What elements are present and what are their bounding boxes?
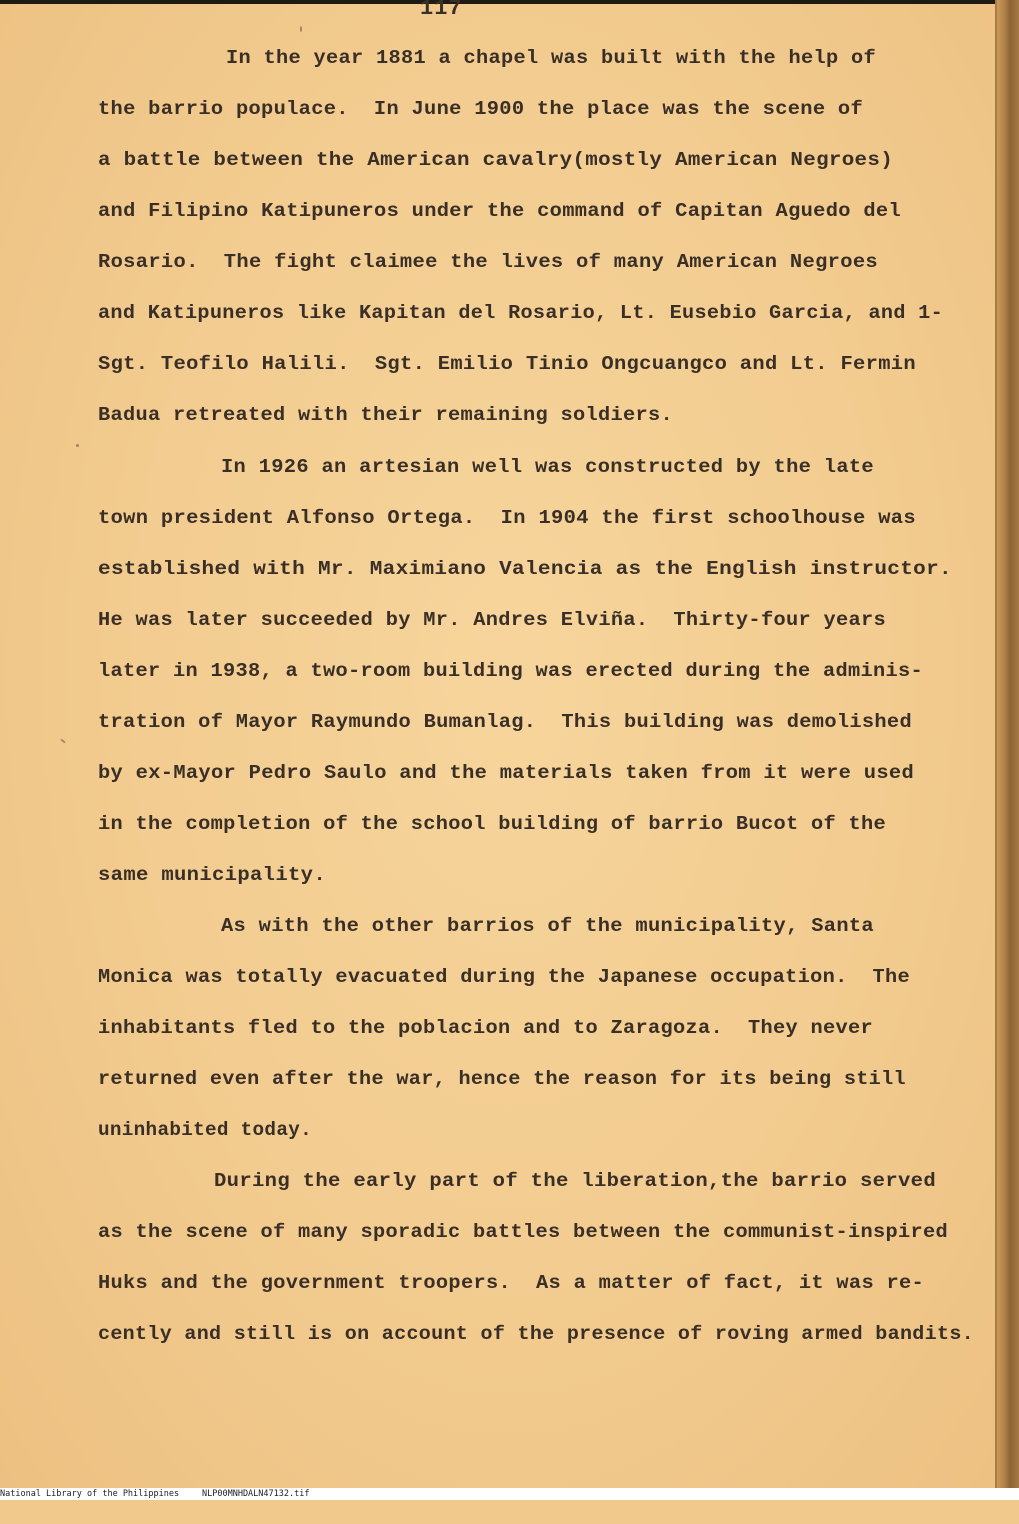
text-line: Monica was totally evacuated during the Japanese occupation. The	[98, 966, 911, 988]
text-line: In 1926 an artesian well was constructed by the late	[221, 456, 875, 478]
footer-library: National Library of the Philippines	[0, 1489, 180, 1499]
page-number: 117	[420, 0, 463, 21]
text-line: in the completion of the school building of barrio Bucot of the	[98, 813, 887, 835]
text-line: the barrio populace. In June 1900 the place was the scene of	[98, 98, 863, 120]
text-line: Sgt. Teofilo Halili. Sgt. Emilio Tinio Ongcuangco and Lt. Fermin	[98, 353, 916, 375]
text-line: uninhabited today.	[98, 1119, 312, 1141]
text-line: town president Alfonso Ortega. In 1904 the first schoolhouse was	[98, 507, 916, 529]
text-line: and Filipino Katipuneros under the command of Capitan Aguedo del	[98, 200, 901, 222]
text-line: returned even after the war, hence the reason for its being still	[98, 1068, 906, 1090]
text-line: same municipality.	[98, 864, 326, 886]
text-line: tration of Mayor Raymundo Bumanlag. This building was demolished	[98, 711, 912, 733]
text-line: a battle between the American cavalry(mostly American Negroes)	[98, 149, 894, 171]
text-line: Rosario. The fight claimee the lives of many American Negroes	[98, 251, 878, 273]
page-binding-edge	[997, 0, 1019, 1500]
footer-filename: NLP00MNHDALN47132.tif	[202, 1489, 310, 1499]
text-line: He was later succeeded by Mr. Andres Elviña. Thirty-four years	[98, 609, 887, 631]
text-line: as the scene of many sporadic battles between the communist-inspired	[98, 1221, 949, 1243]
text-line: As with the other barrios of the municipality, Santa	[221, 915, 875, 937]
text-line: inhabitants fled to the poblacion and to Zaragoza. They never	[98, 1017, 874, 1039]
text-line: During the early part of the liberation,the barrio served	[214, 1170, 937, 1192]
text-line: by ex-Mayor Pedro Saulo and the materials taken from it were used	[98, 762, 915, 784]
text-line: Huks and the government troopers. As a matter of fact, it was re-	[98, 1272, 925, 1294]
scan-top-edge	[0, 0, 1019, 4]
ink-speck	[60, 738, 66, 743]
ink-speck	[76, 444, 79, 447]
text-line: In the year 1881 a chapel was built with the help of	[226, 47, 877, 69]
text-line: established with Mr. Maximiano Valencia as the English instructor.	[98, 558, 952, 580]
ink-speck	[300, 26, 302, 32]
text-line: and Katipuneros like Kapitan del Rosario, Lt. Eusebio Garcia, and 1-	[98, 302, 944, 324]
scan-footer	[0, 1488, 1019, 1500]
text-line: Badua retreated with their remaining soldiers.	[98, 404, 674, 426]
text-line: later in 1938, a two-room building was erected during the adminis-	[98, 660, 923, 682]
text-line: cently and still is on account of the presence of roving armed bandits.	[98, 1323, 975, 1345]
